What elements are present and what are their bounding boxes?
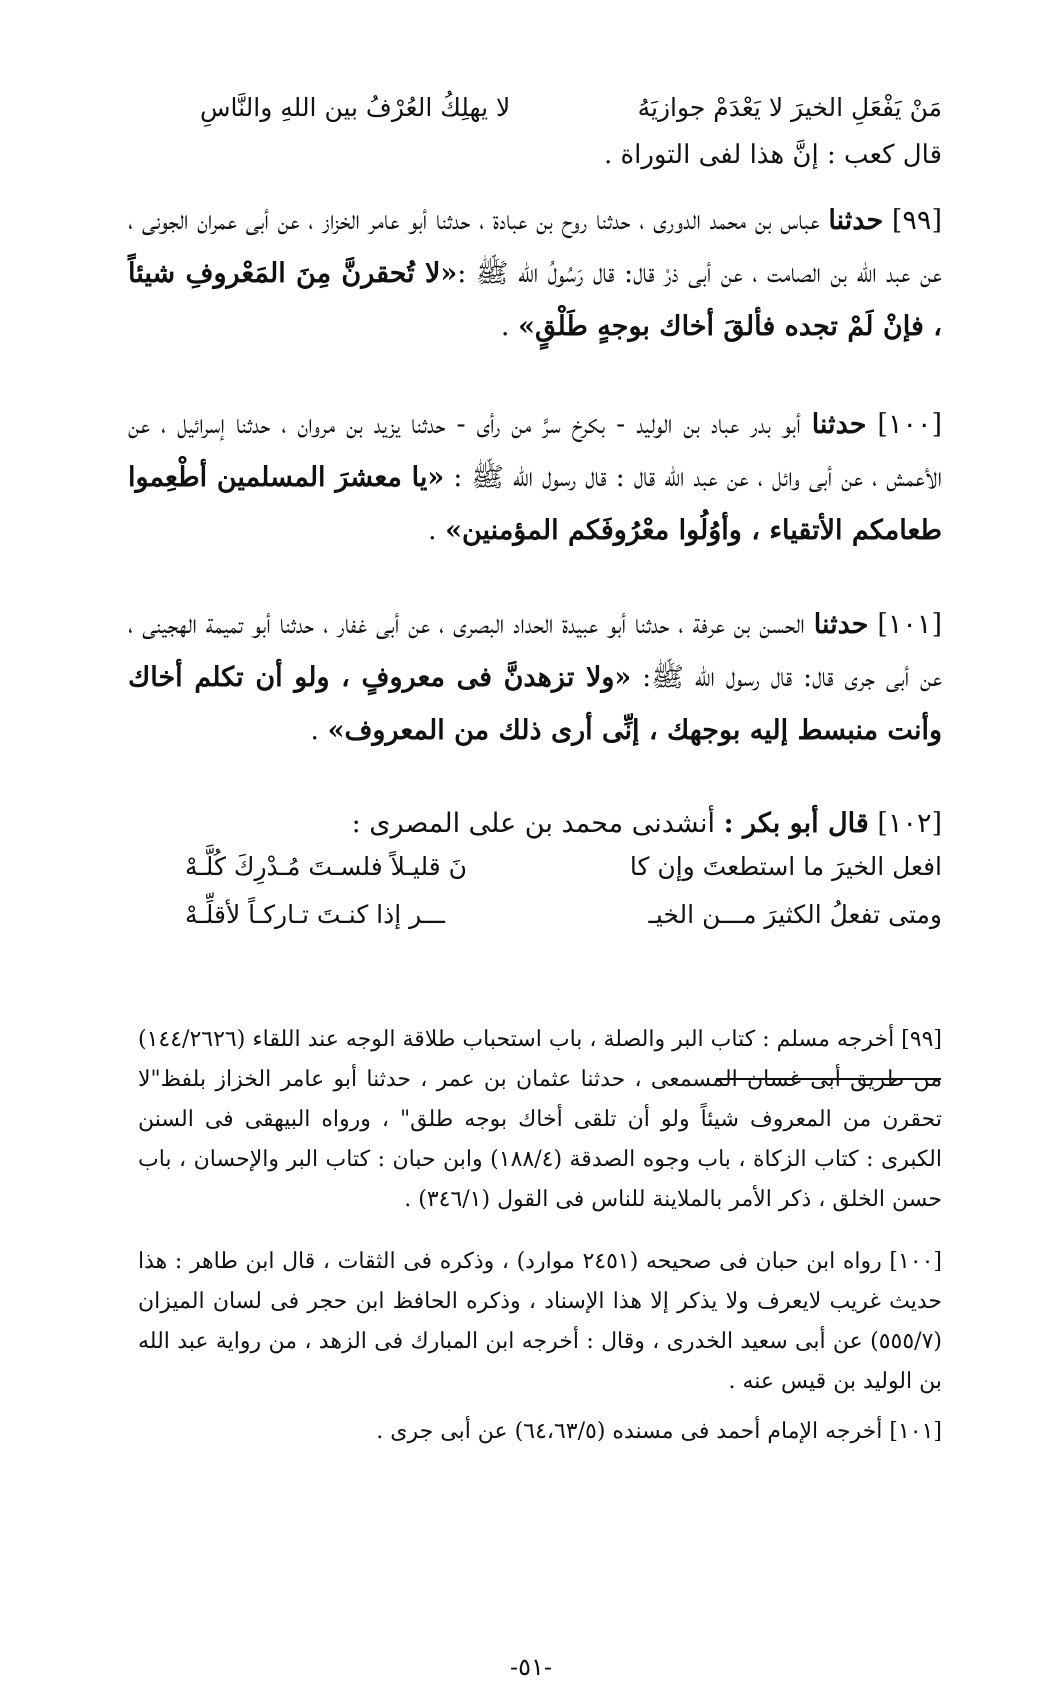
hadith-lead: قال أبو بكر :	[723, 808, 869, 839]
kaab-line: قال كعب : إنَّ هذا لفى التوراة .	[603, 140, 942, 170]
verse-hemistich-right: ومتى تفعلُ الكثيرَ مـــن الخيـ	[648, 900, 942, 929]
poem-verse-3	[185, 895, 942, 935]
hadith-number: [١٠٠]	[866, 409, 942, 440]
poem-verse-2	[185, 847, 942, 887]
hadith-matn: «ولا تزهدنَّ فى معروفٍ ، ولو أن تكلم أخاك وأنت منبسط إليه بوجهك ، إنِّى أرى ذلك من المعروف»	[128, 662, 942, 746]
hadith-lead: حدثنا	[813, 609, 869, 640]
verse-hemistich-right: افعل الخيرَ ما استطعتَ وإن كا	[629, 852, 942, 881]
hadith-lead: حدثنا	[811, 409, 867, 440]
footnote-101: [١٠١] أخرجه الإمام أحمد فى مسنده (٦٤،٦٣/٥) عن أبى جرى .	[376, 1419, 942, 1444]
verse-hemistich-left: ـــر إذا كنـتَ تـاركـاً لأقلِّـهْ	[185, 900, 445, 929]
hadith-matn: «يا معشرَ المسلمين أطْعِموا طعامكم الأتقياء ، وأوُلُوا معْرُوفَكم المؤمنين»	[128, 462, 942, 546]
verse-hemistich-right: مَنْ يَفْعَلِ الخيرَ لا يَعْدَمْ جوازيَهُ	[637, 93, 942, 122]
footnote-99: [٩٩] أخرجه مسلم : كتاب البر والصلة ، باب استحباب طلاقة الوجه عند اللقاء (١٤٤/٢٦٢٦) من طريق أبى غسان المسمعى ، حدثنا عثمان بن عمر ، حدثنا أبو عامر الخزاز بلفظ"لا تحقرن من المعروف شيئاً ولو أن تلقى أخاك بوجه طلق" ، ورواه البيهقى فى السنن الكبرى : كتاب الزكاة ، باب وجوه الصدقة (١٨٨/٤) وابن حبان : كتاب البر والإحسان ، باب حسن الخلق ، ذكر الأمر بالملاينة للناس فى القول (٣٤٦/١) .	[138, 1027, 942, 1212]
hadith-isnad: الحسن بن عرفة ، حدثنا أبو عبيدة الحداد البصرى ، عن أبى غفار ، حدثنا أبو تميمة الهجينى ، عن أبى جرى قال: قال رسول الله ﷺ:	[128, 609, 943, 693]
hadith-lead: حدثنا	[828, 205, 884, 236]
hadith-number: [١٠١]	[868, 609, 942, 640]
hadith-number: [٩٩]	[883, 205, 942, 236]
hadith-number: [١٠٢]	[868, 808, 942, 839]
page-number: -٥١-	[510, 1653, 552, 1681]
hadith-isnad: عباس بن محمد الدورى ، حدثنا روح بن عبادة ، حدثنا أبو عامر الخزاز ، عن أبى عمران الجونى ، عن عبد الله بن الصامت ، عن أبى ذرْ قال: قال رَسُولُ الله ﷺ :	[128, 205, 942, 289]
hadith-isnad: أبو بدر عباد بن الوليد - بكرخ سرَّ من رأى - حدثنا يزيد بن مروان ، حدثنا إسرائيل ، عن الأعمش ، عن أبى وائل ، عن عبد الله قال : قال رسول الله ﷺ :	[128, 409, 942, 493]
poem-verse-1	[200, 88, 942, 128]
hadith-100: [١٠٠] حدثنا أبو بدر عباد بن الوليد - بكرخ سرَّ من رأى - حدثنا يزيد بن مروان ، حدثنا إسرائيل ، عن الأعمش ، عن أبى وائل ، عن عبد الله قال : قال رسول الله ﷺ : «يا معشرَ المسلمين أطْعِموا طعامكم الأتقياء ، وأوُلُوا معْرُوفَكم المؤمنين» .	[128, 409, 942, 546]
verse-hemistich-left: لا يهلِكُ العُرْفُ بين اللهِ والنَّاسِ	[200, 93, 511, 122]
hadith-102	[128, 797, 942, 850]
footnote-100: [١٠٠] رواه ابن حبان فى صحيحه (٢٤٥١ موارد) ، وذكره فى الثقات ، قال ابن طاهر : هذا حديث غريب لايعرف ولا يذكر إلا هذا الإسناد ، وذكره الحافظ ابن حجر فى لسان الميزان (٥٥٥/٧) عن أبى سعيد الخدرى ، وقال : أخرجه ابن المبارك فى الزهد ، من رواية عبد الله بن الوليد بن قيس عنه .	[138, 1249, 943, 1394]
hadith-text: أنشدنى محمد بن على المصرى :	[351, 808, 724, 839]
hadith-matn: «لا تُحقرنَّ مِنَ المَعْروفِ شيئاً ، فإنْ لَمْ تجده فألقَ أخاك بوجهٍ طَلْقٍ»	[128, 258, 942, 342]
hadith-99: [٩٩] حدثنا عباس بن محمد الدورى ، حدثنا روح بن عبادة ، حدثنا أبو عامر الخزاز ، عن أبى عمران الجونى ، عن عبد الله بن الصامت ، عن أبى ذرْ قال: قال رَسُولُ الله ﷺ :«لا تُحقرنَّ مِنَ المَعْروفِ شيئاً ، فإنْ لَمْ تجده فألقَ أخاك بوجهٍ طَلْقٍ» .	[128, 205, 942, 342]
hadith-101: [١٠١] حدثنا الحسن بن عرفة ، حدثنا أبو عبيدة الحداد البصرى ، عن أبى غفار ، حدثنا أبو تميمة الهجينى ، عن أبى جرى قال: قال رسول الله ﷺ: «ولا تزهدنَّ فى معروفٍ ، ولو أن تكلم أخاك وأنت منبسط إليه بوجهك ، إنِّى أرى ذلك من المعروف» .	[128, 609, 943, 746]
verse-hemistich-left: نَ قليـلاً فلسـتَ مُـدْرِكَ كُلَّـهْ	[185, 852, 467, 881]
